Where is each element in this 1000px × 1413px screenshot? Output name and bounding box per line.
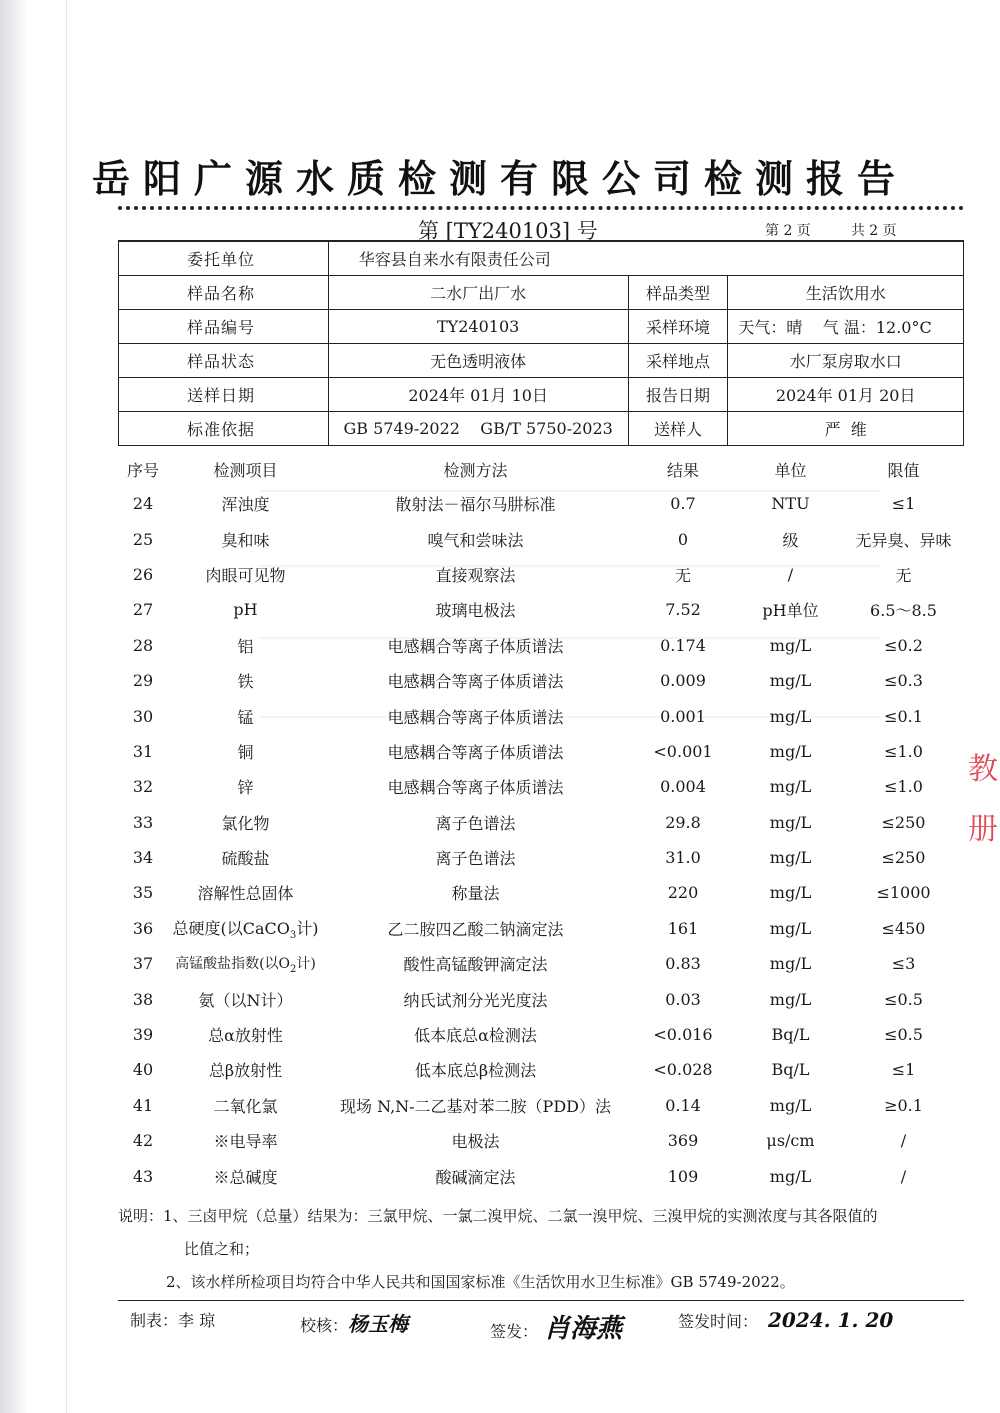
row-no: 28 <box>132 635 154 655</box>
row-limit: ≤0.1 <box>884 706 923 726</box>
row-item-part: 总硬度(以CaCO <box>172 918 290 938</box>
row-item <box>168 911 323 946</box>
row-no: 37 <box>132 954 154 974</box>
row-item: 氯化物 <box>221 813 270 833</box>
row-result: 161 <box>667 918 699 938</box>
row-item: 总α放射性 <box>208 1026 283 1046</box>
row-limit: ≤250 <box>881 812 926 832</box>
sample-name-row <box>119 276 964 310</box>
row-unit: NTU <box>771 494 810 514</box>
row-no: 34 <box>132 848 154 868</box>
row-limit: 6.5～8.5 <box>870 601 937 621</box>
row-method: 直接观察法 <box>435 565 516 585</box>
row-unit: Bq/L <box>771 1025 810 1045</box>
report-number: 第 [TY240103] 号 <box>418 219 598 243</box>
row-no: 32 <box>132 777 154 797</box>
note-line-1: 说明：1、三卤甲烷（总量）结果为：三氯甲烷、一氯二溴甲烷、二氯一溴甲烷、三溴甲烷的实测浓度与其各限值的 <box>118 1207 878 1225</box>
row-item: 铝 <box>237 636 254 656</box>
row-item: 硫酸盐 <box>221 849 270 869</box>
row-method: 纳氏试剂分光光度法 <box>403 990 548 1010</box>
row-result: <0.001 <box>653 741 713 761</box>
standard-row <box>119 412 964 446</box>
prepared-by <box>130 1308 215 1331</box>
issue-time <box>678 1308 893 1332</box>
table-row <box>118 486 964 521</box>
row-unit: / <box>787 564 794 584</box>
row-limit: ≤0.3 <box>884 671 923 691</box>
header-no: 序号 <box>126 460 159 480</box>
row-no: 30 <box>132 706 154 726</box>
row-result: 0.14 <box>665 1095 701 1115</box>
row-no: 42 <box>132 1131 154 1151</box>
row-result: 220 <box>667 883 699 903</box>
row-limit: / <box>900 1131 907 1151</box>
row-no: 26 <box>132 564 154 584</box>
table-row <box>118 981 964 1016</box>
header-unit: 单位 <box>774 460 807 480</box>
row-item: 肉眼可见物 <box>205 565 286 585</box>
row-item: ※总碱度 <box>213 1167 278 1187</box>
table-row <box>118 628 964 663</box>
row-method: 酸性高锰酸钾滴定法 <box>403 955 548 975</box>
row-unit: mg/L <box>769 706 812 726</box>
row-method: 现场 N,N-二乙基对苯二胺（PDD）法 <box>340 1096 611 1116</box>
checked-label: 校核： <box>300 1316 349 1335</box>
report-title: 岳阳广源水质检测有限公司检测报告 <box>91 157 908 201</box>
env-value <box>728 310 964 344</box>
row-no: 24 <box>132 494 154 514</box>
row-result: 0.009 <box>660 671 706 691</box>
row-item-part: 计) <box>296 918 319 938</box>
row-result: <0.028 <box>653 1060 713 1080</box>
row-limit: ≤1000 <box>876 883 931 903</box>
row-method: 电感耦合等离子体质谱法 <box>387 636 564 656</box>
sender-value: 严 维 <box>728 412 964 446</box>
issue-time-value: 2024. 1. 20 <box>768 1308 894 1332</box>
row-no: 38 <box>132 989 154 1009</box>
row-item: 铁 <box>237 672 254 692</box>
row-method: 电感耦合等离子体质谱法 <box>387 742 564 762</box>
row-method: 电感耦合等离子体质谱法 <box>387 778 564 798</box>
row-result: 0.004 <box>660 777 706 797</box>
env-temp: 气 温：12.0°C <box>822 318 932 337</box>
row-limit: 无 <box>895 565 912 585</box>
row-no: 35 <box>132 883 154 903</box>
row-limit: ≤1 <box>891 494 916 514</box>
row-item-part: 3 <box>289 929 297 941</box>
state-label: 样品状态 <box>119 344 329 378</box>
page-fold <box>66 0 67 1413</box>
row-unit: Bq/L <box>771 1060 810 1080</box>
table-row <box>118 1158 964 1193</box>
row-item-part: 高锰酸盐指数(以O <box>175 955 291 972</box>
row-unit: mg/L <box>769 1166 812 1186</box>
row-item <box>168 946 323 981</box>
row-result: 29.8 <box>665 812 701 832</box>
row-unit: mg/L <box>769 671 812 691</box>
row-unit: pH单位 <box>762 601 819 621</box>
row-no: 39 <box>132 1025 154 1045</box>
approved-by <box>490 1308 622 1345</box>
client-label: 委托单位 <box>119 241 329 276</box>
row-method: 散射法－福尔马肼标准 <box>395 495 556 515</box>
row-unit: mg/L <box>769 741 812 761</box>
row-unit: mg/L <box>769 812 812 832</box>
row-limit: 无异臭、异味 <box>855 530 952 550</box>
title-divider <box>118 206 964 210</box>
delivery-date-label: 送样日期 <box>119 378 329 412</box>
row-method: 酸碱滴定法 <box>435 1167 516 1187</box>
row-unit: 级 <box>782 530 799 550</box>
sample-type-label: 样品类型 <box>628 276 728 310</box>
approved-label: 签发： <box>490 1322 539 1341</box>
row-unit: mg/L <box>769 883 812 903</box>
client-row <box>119 241 964 276</box>
row-limit: ≤1 <box>891 1060 916 1080</box>
row-result: 0.001 <box>660 706 706 726</box>
dates-row <box>119 378 964 412</box>
row-method: 离子色谱法 <box>435 813 516 833</box>
row-item-part: 计) <box>296 955 316 972</box>
row-item: 铜 <box>237 742 254 762</box>
row-item: 锰 <box>237 707 254 727</box>
row-method: 电感耦合等离子体质谱法 <box>387 672 564 692</box>
note-line-3: 2、该水样所检项目均符合中华人民共和国国家标准《生活饮用水卫生标准》GB 5749-2022。 <box>166 1273 795 1291</box>
page-total: 共 2 页 <box>850 223 897 239</box>
row-no: 33 <box>132 812 154 832</box>
standard-label: 标准依据 <box>119 412 329 446</box>
note-line-2: 比值之和； <box>184 1240 260 1258</box>
checked-signature: 杨玉梅 <box>348 1312 409 1336</box>
row-limit: ≤450 <box>881 918 926 938</box>
row-method: 低本底总α检测法 <box>414 1026 537 1046</box>
row-result: 0.174 <box>660 635 706 655</box>
standard-value: GB 5749-2022 GB/T 5750-2023 <box>328 412 628 446</box>
row-no: 25 <box>132 529 154 549</box>
env-label: 采样环境 <box>628 310 728 344</box>
sample-state-row <box>119 344 964 378</box>
table-row <box>118 875 964 910</box>
table-row <box>118 946 964 981</box>
row-method: 玻璃电极法 <box>435 601 516 621</box>
page-shadow <box>0 0 28 1413</box>
row-limit: ≤3 <box>891 954 916 974</box>
row-no: 31 <box>132 741 154 761</box>
row-item: ※电导率 <box>213 1132 278 1152</box>
row-method: 称量法 <box>451 884 500 904</box>
page-indicator <box>765 220 897 240</box>
row-limit: ≤0.5 <box>884 989 923 1009</box>
sample-id-value: TY240103 <box>328 310 628 344</box>
table-row <box>118 840 964 875</box>
row-method: 离子色谱法 <box>435 849 516 869</box>
page-current: 第 2 页 <box>765 223 811 239</box>
row-result: 31.0 <box>665 848 701 868</box>
row-no: 41 <box>132 1095 154 1115</box>
row-item: 总β放射性 <box>208 1061 283 1081</box>
location-label: 采样地点 <box>628 344 728 378</box>
row-unit: mg/L <box>769 918 812 938</box>
table-header-row <box>118 452 964 486</box>
approved-signature: 肖海燕 <box>544 1314 623 1344</box>
row-result: 0 <box>677 529 689 549</box>
table-row <box>118 557 964 592</box>
row-item: pH <box>233 600 258 620</box>
sample-id-row <box>119 310 964 344</box>
table-row <box>118 698 964 733</box>
client-value: 华容县自来水有限责任公司 <box>328 241 963 276</box>
row-item: 二氧化氯 <box>213 1096 278 1116</box>
table-row <box>118 521 964 556</box>
row-item: 溶解性总固体 <box>197 884 294 904</box>
table-row <box>118 1052 964 1087</box>
row-result: 7.52 <box>665 600 701 620</box>
row-no: 29 <box>132 671 154 691</box>
row-unit: mg/L <box>769 989 812 1009</box>
row-method: 电极法 <box>451 1132 500 1152</box>
row-no: 27 <box>132 600 154 620</box>
row-result: 0.03 <box>665 989 701 1009</box>
row-method: 电感耦合等离子体质谱法 <box>387 707 564 727</box>
row-item: 浑浊度 <box>221 495 270 515</box>
table-row <box>118 769 964 804</box>
sender-label: 送样人 <box>628 412 728 446</box>
row-item-part: 2 <box>290 963 297 975</box>
env-weather: 天气：晴 <box>738 318 803 337</box>
row-result: 0.7 <box>670 494 696 514</box>
row-unit: μs/cm <box>766 1131 815 1151</box>
row-result: 369 <box>667 1131 699 1151</box>
row-limit: ≥0.1 <box>884 1095 923 1115</box>
location-value: 水厂泵房取水口 <box>728 344 964 378</box>
table-row <box>118 805 964 840</box>
sample-name-value: 二水厂出厂水 <box>328 276 628 310</box>
table-row <box>118 1123 964 1158</box>
state-value: 无色透明液体 <box>328 344 628 378</box>
table-row <box>118 663 964 698</box>
sample-info-table <box>118 240 964 446</box>
prepared-label: 制表： <box>130 1311 179 1330</box>
table-row <box>118 592 964 627</box>
row-unit: mg/L <box>769 848 812 868</box>
table-row <box>118 911 964 946</box>
row-limit: / <box>900 1166 907 1186</box>
row-item: 臭和味 <box>221 530 270 550</box>
row-limit: ≤1.0 <box>884 777 923 797</box>
row-unit: mg/L <box>769 1095 812 1115</box>
row-no: 43 <box>132 1166 154 1186</box>
report-date-value: 2024年 01月 20日 <box>728 378 964 412</box>
table-row <box>118 1017 964 1052</box>
row-limit: ≤0.5 <box>884 1025 923 1045</box>
row-method: 嗅气和尝味法 <box>427 530 524 550</box>
header-method: 检测方法 <box>443 460 508 480</box>
footer-divider <box>118 1300 964 1301</box>
table-row <box>118 734 964 769</box>
table-row <box>118 1088 964 1123</box>
prepared-name: 李 琼 <box>178 1311 216 1330</box>
checked-by <box>300 1308 408 1337</box>
row-no: 40 <box>132 1060 154 1080</box>
sample-id-label: 样品编号 <box>119 310 329 344</box>
row-method: 低本底总β检测法 <box>414 1061 537 1081</box>
report-date-label: 报告日期 <box>628 378 728 412</box>
row-unit: mg/L <box>769 954 812 974</box>
row-limit: ≤250 <box>881 848 926 868</box>
row-result: 109 <box>667 1166 699 1186</box>
issue-time-label: 签发时间： <box>678 1312 759 1331</box>
header-limit: 限值 <box>887 460 920 480</box>
row-method: 乙二胺四乙酸二钠滴定法 <box>387 919 564 939</box>
notes <box>118 1200 968 1299</box>
results-table <box>118 452 964 1194</box>
row-result: 0.83 <box>665 954 701 974</box>
row-item: 锌 <box>237 778 254 798</box>
row-limit: ≤0.2 <box>884 635 923 655</box>
header-item: 检测项目 <box>213 460 278 480</box>
row-result: <0.016 <box>653 1025 713 1045</box>
red-seal-stamp: 教 册 <box>968 752 998 847</box>
delivery-date-value: 2024年 01月 10日 <box>328 378 628 412</box>
row-result: 无 <box>674 565 691 585</box>
row-unit: mg/L <box>769 635 812 655</box>
row-limit: ≤1.0 <box>884 741 923 761</box>
sample-type-value: 生活饮用水 <box>728 276 964 310</box>
sample-name-label: 样品名称 <box>119 276 329 310</box>
row-item: 氨（以N计） <box>198 990 293 1010</box>
row-unit: mg/L <box>769 777 812 797</box>
header-result: 结果 <box>666 460 699 480</box>
row-no: 36 <box>132 918 154 938</box>
